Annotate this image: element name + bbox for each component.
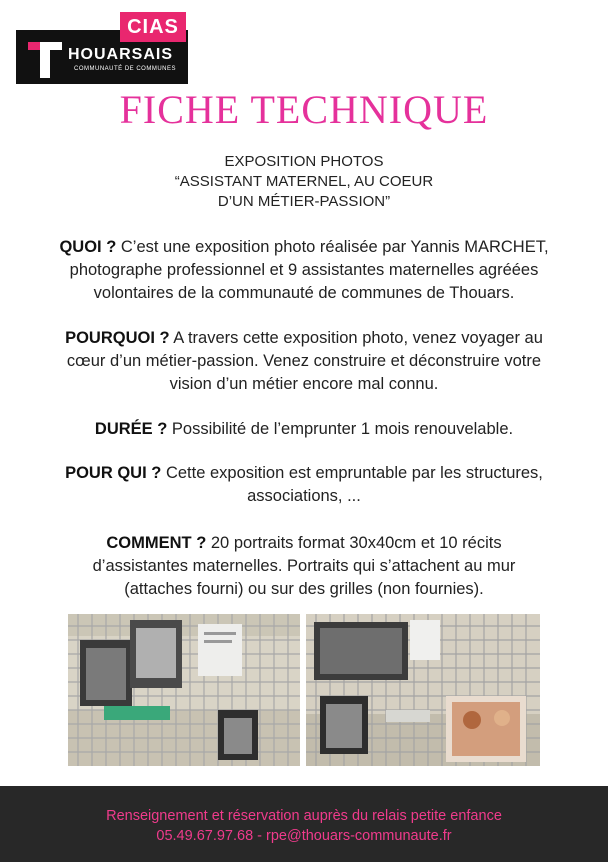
quoi-label: QUOI ?	[59, 238, 117, 256]
footer-line-2: 05.49.67.97.68 - rpe@thouars-communaute.fr	[156, 828, 452, 844]
pourqui-line-1: Cette exposition est empruntable par les structures,	[161, 464, 543, 482]
comment-line-1: 20 portraits format 30x40cm et 10 récits	[206, 534, 502, 552]
exhibition-photo-right	[306, 614, 540, 766]
logo-cias-text: CIAS	[127, 15, 179, 38]
exhibition-subtitle	[0, 152, 608, 212]
quoi-line-1: C’est une exposition photo réalisée par Yannis MARCHET,	[116, 238, 549, 256]
section-pourqui	[20, 462, 588, 508]
quoi-line-2: photographe professionnel et 9 assistantes maternelles agréées	[69, 261, 539, 279]
exhibition-photo-left	[68, 614, 300, 766]
subtitle-line-1: EXPOSITION PHOTOS	[224, 153, 384, 170]
quoi-line-3: volontaires de la communauté de communes de Thouars.	[93, 284, 515, 302]
section-duree	[20, 418, 588, 441]
pourquoi-label: POURQUOI ?	[65, 329, 170, 347]
pourquoi-line-1: A travers cette exposition photo, venez voyager au	[169, 329, 543, 347]
pourqui-label: POUR QUI ?	[65, 464, 162, 482]
logo-t-mark-icon	[26, 38, 66, 80]
logo-cias-badge	[120, 12, 186, 42]
pourqui-line-2: associations, ...	[247, 487, 361, 505]
duree-line-1: Possibilité de l’emprunter 1 mois renouvelable.	[167, 420, 514, 438]
logo-subtitle: COMMUNAUTÉ DE COMMUNES	[74, 66, 176, 72]
subtitle-line-2: “ASSISTANT MATERNEL, AU COEUR	[174, 173, 434, 190]
pourquoi-line-2: cœur d’un métier-passion. Venez construire et déconstruire votre	[66, 352, 542, 370]
comment-label: COMMENT ?	[106, 534, 207, 552]
comment-line-2: d’assistantes maternelles. Portraits qui s’attachent au mur	[92, 557, 516, 575]
cias-logo	[16, 12, 188, 84]
duree-label: DURÉE ?	[94, 420, 168, 438]
section-comment	[20, 532, 588, 601]
logo-name: HOUARSAIS	[68, 46, 174, 63]
pourquoi-line-3: vision d’un métier encore mal connu.	[169, 375, 439, 393]
footer-line-1: Renseignement et réservation auprès du relais petite enfance	[106, 808, 502, 824]
page-title: FICHE TECHNIQUE	[119, 87, 489, 132]
section-quoi	[20, 236, 588, 305]
section-pourquoi	[20, 327, 588, 396]
comment-line-3: (attaches fourni) ou sur des grilles (non fournies).	[124, 580, 484, 598]
subtitle-line-3: D’UN MÉTIER-PASSION”	[217, 193, 391, 210]
footer-contact	[0, 786, 608, 862]
